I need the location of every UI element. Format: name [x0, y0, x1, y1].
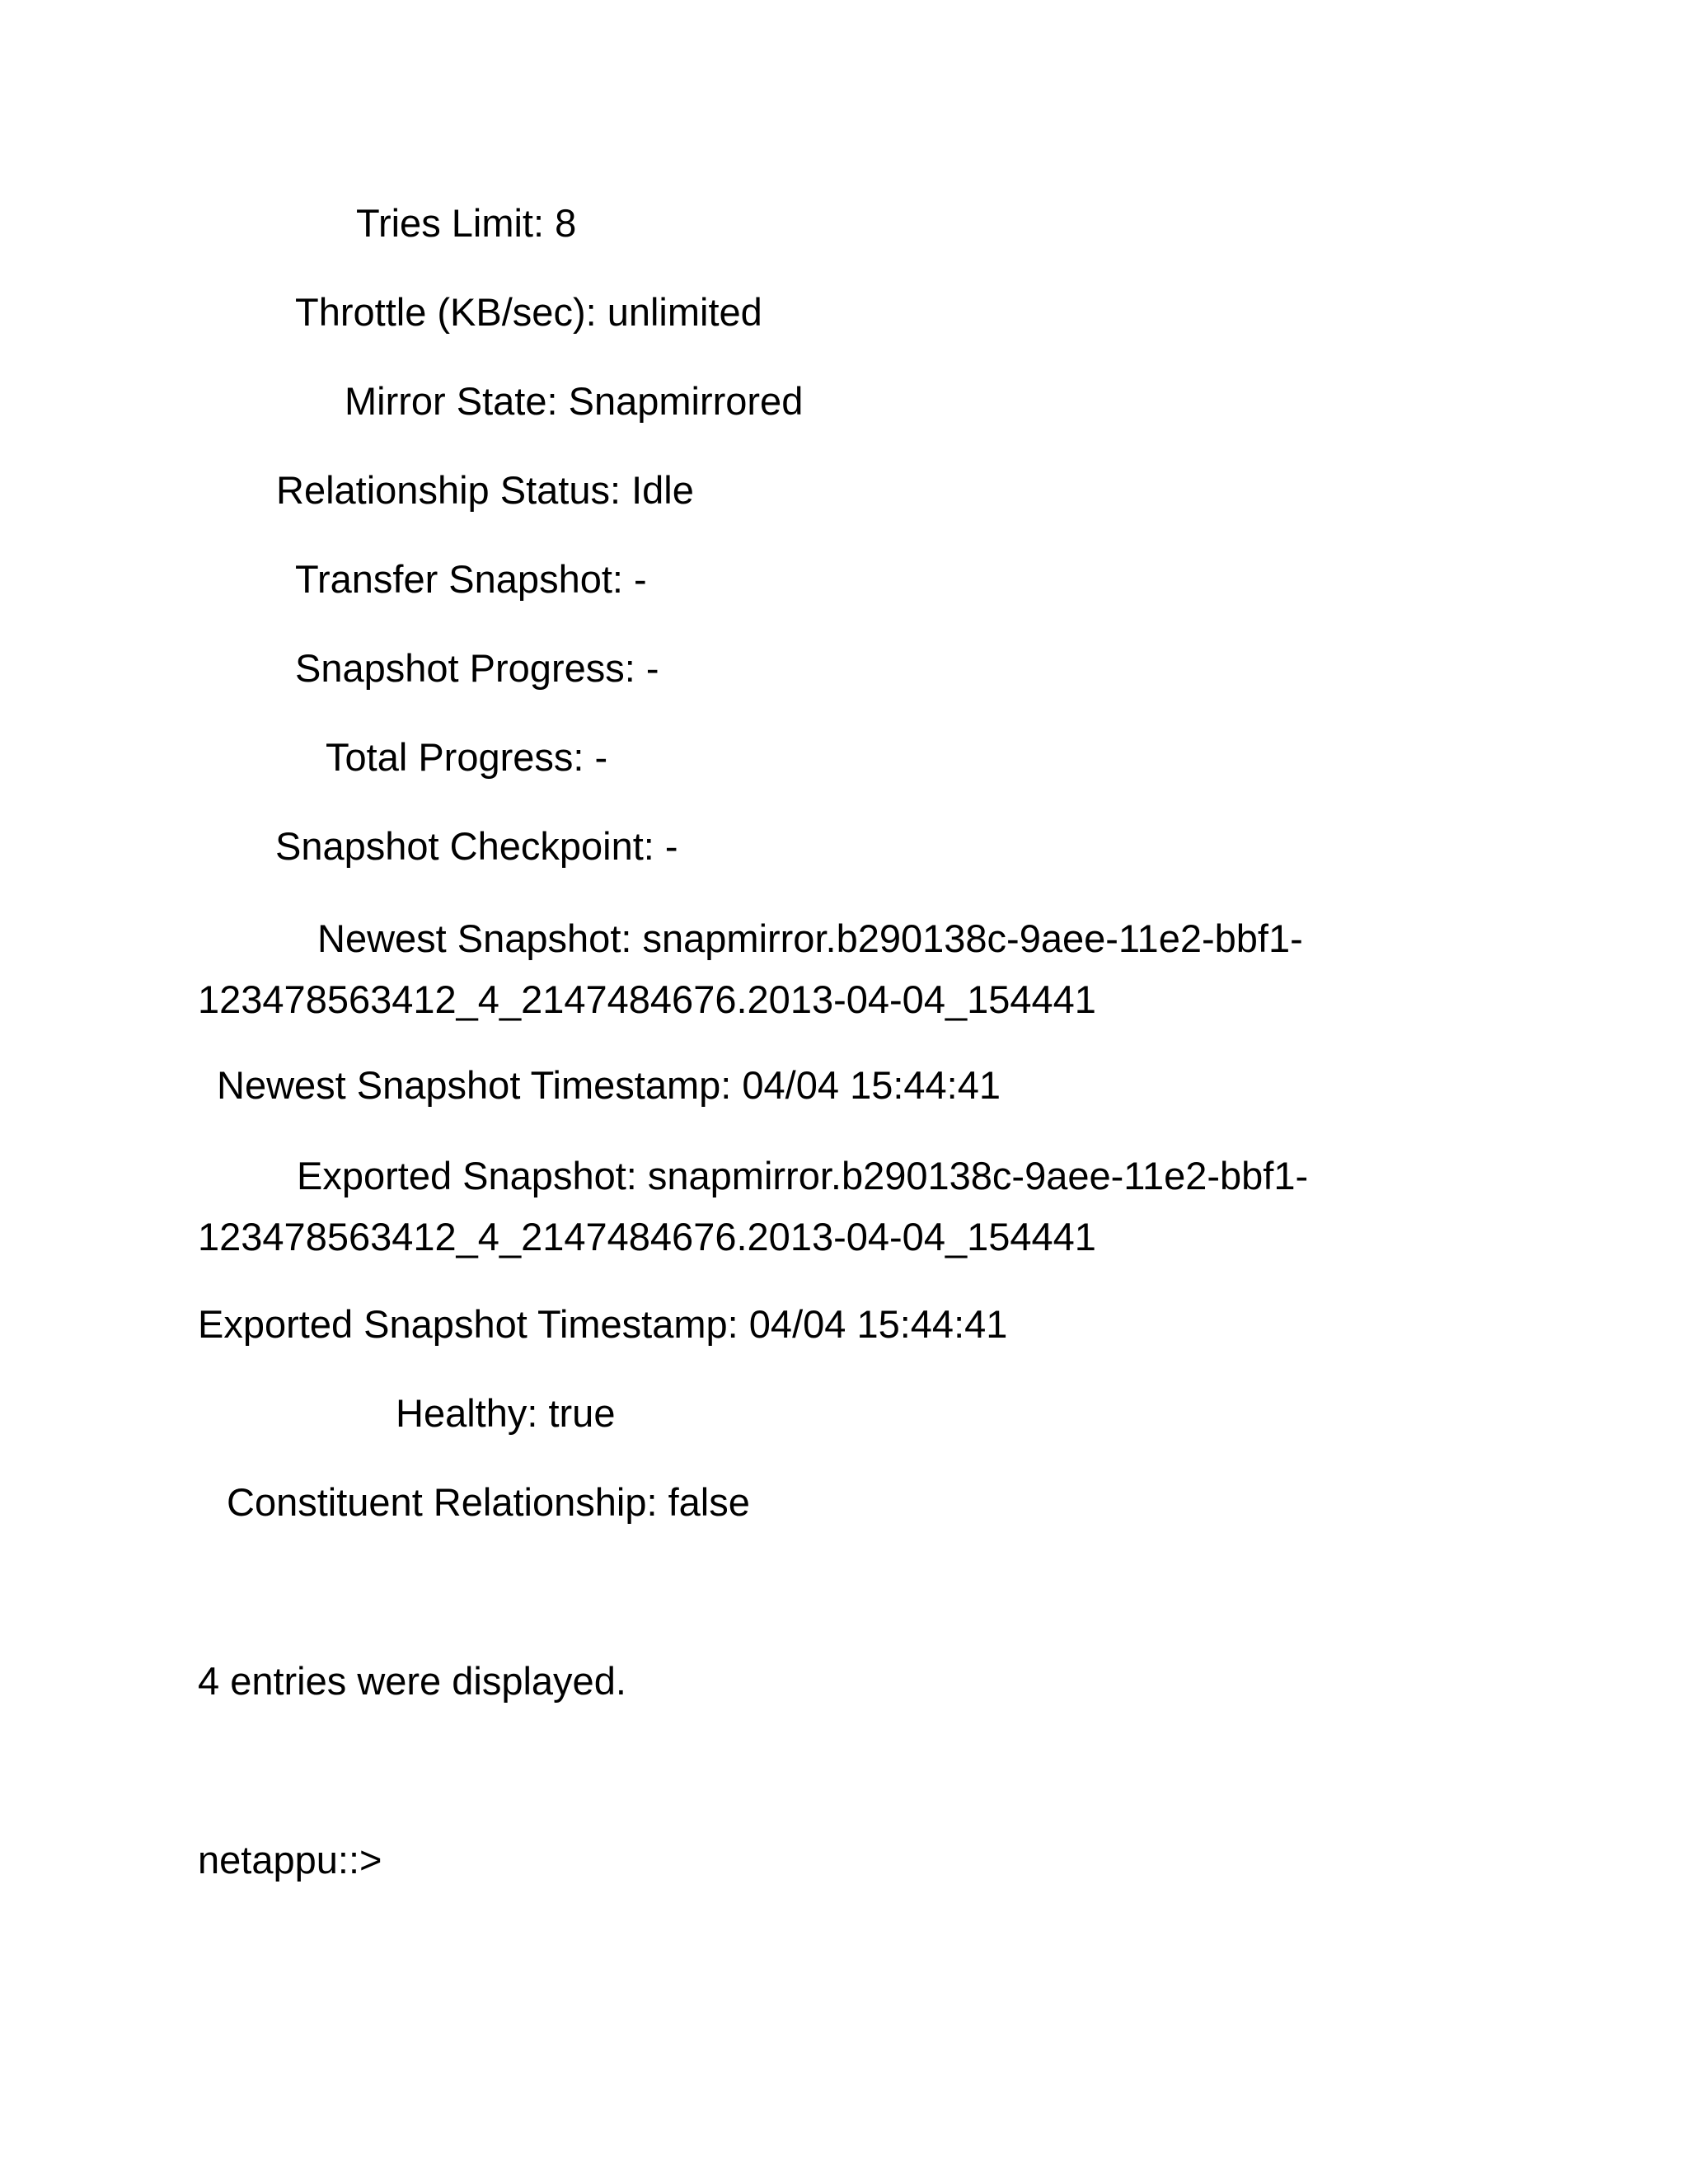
- snapshot-checkpoint-line: Snapshot Checkpoint: -: [275, 824, 678, 868]
- mirror-state-line: Mirror State: Snapmirrored: [345, 379, 804, 423]
- exported-snapshot-timestamp-line: Exported Snapshot Timestamp: 04/04 15:44:41: [198, 1302, 1008, 1346]
- transfer-snapshot-line: Transfer Snapshot: -: [295, 557, 647, 601]
- newest-snapshot-line: [198, 908, 1484, 1030]
- newest-snapshot-text: Newest Snapshot: snapmirror.b290138c-9aee-11e2-bbf1-123478563412_4_2147484676.2013-04-04_154441: [198, 916, 1303, 1021]
- throttle-line: Throttle (KB/sec): unlimited: [295, 290, 762, 334]
- tries-limit-line: Tries Limit: 8: [356, 201, 577, 245]
- exported-snapshot-line: [198, 1146, 1484, 1268]
- entries-displayed-message: 4 entries were displayed.: [198, 1659, 626, 1703]
- exported-snapshot-text: Exported Snapshot: snapmirror.b290138c-9aee-11e2-bbf1-123478563412_4_2147484676.2013-04-04_154441: [198, 1154, 1309, 1258]
- snapshot-progress-line: Snapshot Progress: -: [295, 646, 659, 690]
- healthy-line: Healthy: true: [396, 1391, 616, 1435]
- constituent-relationship-line: Constituent Relationship: false: [227, 1480, 750, 1524]
- total-progress-line: Total Progress: -: [326, 735, 608, 779]
- newest-snapshot-timestamp-line: Newest Snapshot Timestamp: 04/04 15:44:41: [217, 1063, 1001, 1107]
- cli-prompt: netappu::>: [198, 1838, 382, 1882]
- relationship-status-line: Relationship Status: Idle: [276, 468, 694, 512]
